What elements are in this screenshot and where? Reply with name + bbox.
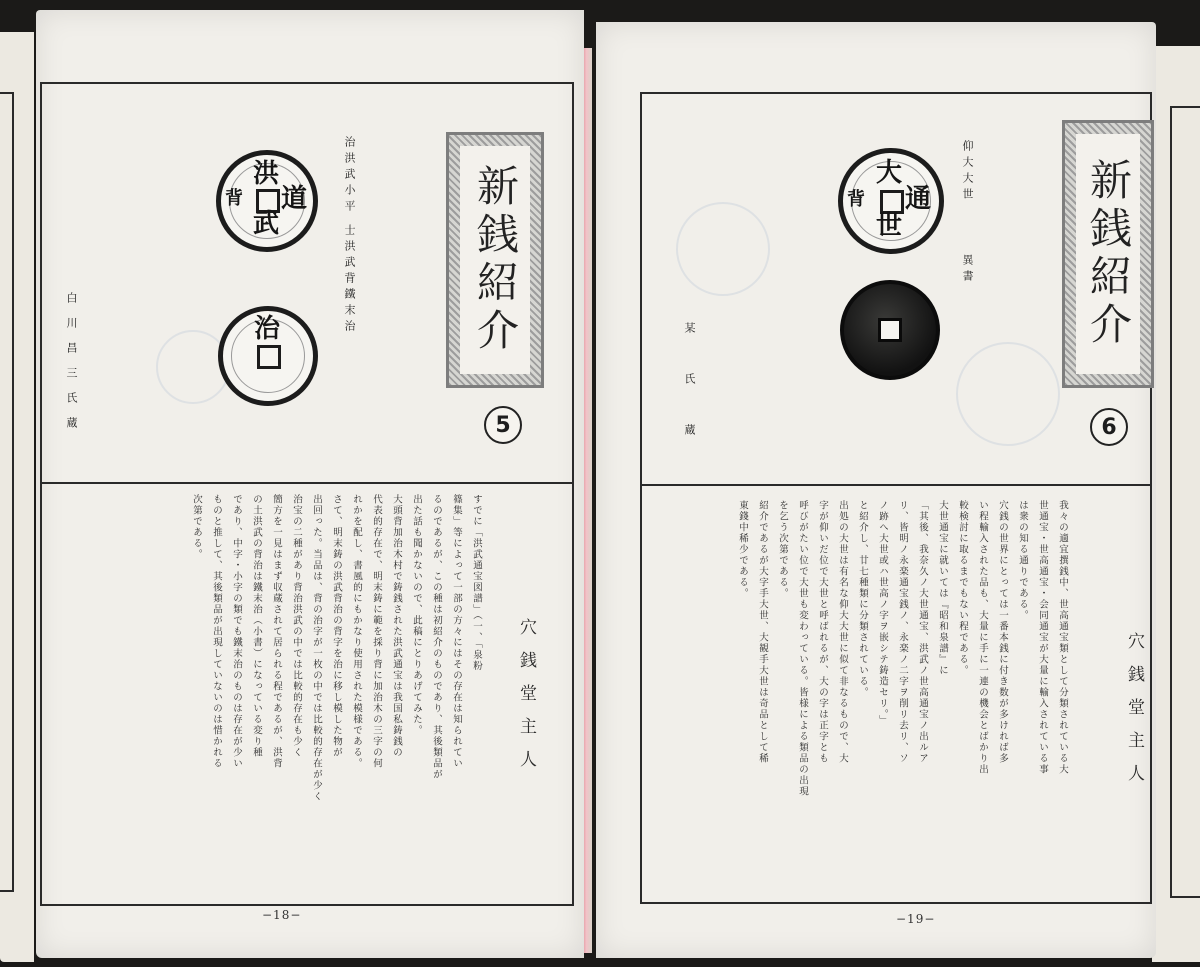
right-owner: 某氏蔵 bbox=[683, 322, 696, 475]
coin-char-bottom: 武 bbox=[253, 209, 280, 239]
body-line: 大世通宝に就いては『昭和泉譜』に bbox=[937, 500, 948, 676]
body-line: ノ跡へ大世或ハ世高ノ字ヲ嵌シテ鋳造セリ。」 bbox=[877, 500, 888, 727]
body-line: さて、明末鋳の洪武背治の背字を治に移し模した物が bbox=[331, 494, 342, 758]
body-line: い程輸入された品も、大量に手に一連の機会とばかり出 bbox=[977, 500, 988, 775]
right-caption-a: 仰大大世 bbox=[961, 140, 974, 204]
right-body-text bbox=[662, 500, 1072, 880]
coin-char-top: 洪 bbox=[253, 159, 280, 189]
previous-page-frame bbox=[0, 92, 14, 892]
coin-char-right: 通 bbox=[905, 184, 932, 214]
body-line: 「其後、我奈久ノ大世通宝、洪武ノ世高通宝ノ出ルア bbox=[917, 500, 928, 764]
left-title: 新銭紹介 bbox=[471, 164, 520, 356]
left-page bbox=[36, 10, 584, 958]
body-line: 出た話も聞かないので、此稿にとりあげてみた。 bbox=[411, 494, 422, 736]
body-line: 篠集」等によって一部の方々にはその存在は知られてい bbox=[451, 494, 462, 769]
body-line: リ、皆明ノ永楽通宝銭ノ、永楽ノ二字ヲ削リ去リ、ソ bbox=[897, 500, 908, 764]
left-owner: 白川昌三氏蔵 bbox=[65, 292, 78, 442]
body-line: れかを配し、書風的にもかなり使用された模様である。 bbox=[351, 494, 362, 769]
body-line: 東錢中稀少である。 bbox=[737, 500, 748, 599]
right-page-divider bbox=[640, 484, 1152, 486]
right-page-number: −19− bbox=[896, 912, 936, 926]
body-line: ものと推して、其後類品が出現していないのは惜かれる bbox=[211, 494, 222, 769]
next-page-frame bbox=[1170, 106, 1200, 898]
right-article-number: 6 bbox=[1090, 408, 1128, 446]
body-line: 次第である。 bbox=[191, 494, 202, 560]
body-line: 大頭背加治木村で鋳銭された洪武通宝は我国私鋳銭の bbox=[391, 494, 402, 758]
right-page bbox=[596, 22, 1156, 958]
left-article-number: 5 bbox=[484, 406, 522, 444]
body-line: 治宝の二種があり背治洪武の中では比較的存在も少く bbox=[291, 494, 302, 758]
coin-char-bottom: 世 bbox=[876, 211, 903, 241]
right-title-inner bbox=[1076, 134, 1140, 374]
left-title-inner bbox=[460, 146, 530, 374]
bleed-through-circle bbox=[676, 202, 770, 296]
left-page-divider bbox=[40, 482, 574, 484]
coin-char-top: 治 bbox=[254, 314, 281, 344]
left-author: 穴銭堂主人 bbox=[516, 618, 536, 783]
body-line: 世通宝・世高通宝・会同通宝が大量に輸入されている事 bbox=[1037, 500, 1048, 775]
body-line: 較検討に取るまでもない程である。 bbox=[957, 500, 968, 676]
body-line: の土洪武の背治は鐵末治（小書）になっている変り種 bbox=[251, 494, 262, 758]
body-line: 穴銭の世界にとっては一番本銭に付き数が多ければ多 bbox=[997, 500, 1008, 764]
coin-char-left: 背 bbox=[847, 189, 865, 210]
coin-char-left: 背 bbox=[225, 188, 243, 209]
left-caption-a: 治洪武小平 bbox=[343, 136, 356, 216]
right-title-box bbox=[1062, 120, 1154, 388]
body-line: であり、中字・小字の類でも鐵末治のものは存在が少い bbox=[231, 494, 242, 769]
body-line: 紹介であるが大字手大世、大観手大世は奇品として稀 bbox=[757, 500, 768, 764]
right-title: 新銭紹介 bbox=[1084, 158, 1133, 350]
body-line: と紹介し、廿七種類に分類されている。 bbox=[857, 500, 868, 698]
body-line: は衆の知る通りである。 bbox=[1017, 500, 1028, 621]
coin-char-top: 大 bbox=[876, 158, 903, 188]
right-coin-reverse-rubbing bbox=[840, 280, 940, 380]
right-author: 穴銭堂主人 bbox=[1124, 632, 1144, 797]
body-line: 代表的存在で、明末鋳に範を採り背に加治木の三字の何 bbox=[371, 494, 382, 769]
body-line: 呼びがたい位で大世も変わっている。皆様による類品の出現 bbox=[797, 500, 808, 797]
coin-char-right: 道 bbox=[281, 184, 308, 214]
left-coin-reverse bbox=[218, 306, 318, 406]
left-coin-obverse bbox=[216, 150, 318, 252]
right-caption-b: 異書 bbox=[961, 254, 974, 286]
right-coin-obverse bbox=[838, 148, 944, 254]
body-line: 簡方を一見はまず収蔵されて居られる程であるが、洪背 bbox=[271, 494, 282, 769]
body-line: を乞う次第である。 bbox=[777, 500, 788, 599]
coin-square-hole bbox=[257, 345, 281, 369]
body-line: 字が仰いだ位で大世と呼ばれるが、大の字は正字とも bbox=[817, 500, 828, 764]
body-line: 出処の大世は有名な仰大大世に似て非なるもので、大 bbox=[837, 500, 848, 764]
coin-square-hole bbox=[878, 318, 902, 342]
body-line: 出回った。当品は、背の治字が一枚の中では比較的存在が少く bbox=[311, 494, 322, 802]
body-line: すでに「洪武通宝図譜」（一、「泉粉 bbox=[471, 494, 482, 672]
bleed-through-circle bbox=[956, 342, 1060, 446]
left-body-text bbox=[76, 494, 486, 870]
left-title-box bbox=[446, 132, 544, 388]
body-line: 我々の適宜撰銭中、世高通宝類として分類されている大 bbox=[1057, 500, 1068, 775]
left-caption-b: 士洪武背鐵末治 bbox=[343, 224, 356, 336]
left-page-number: −18− bbox=[262, 908, 302, 922]
body-line: るのであるが、この種は初紹介のものであり、其後類品が bbox=[431, 494, 442, 780]
